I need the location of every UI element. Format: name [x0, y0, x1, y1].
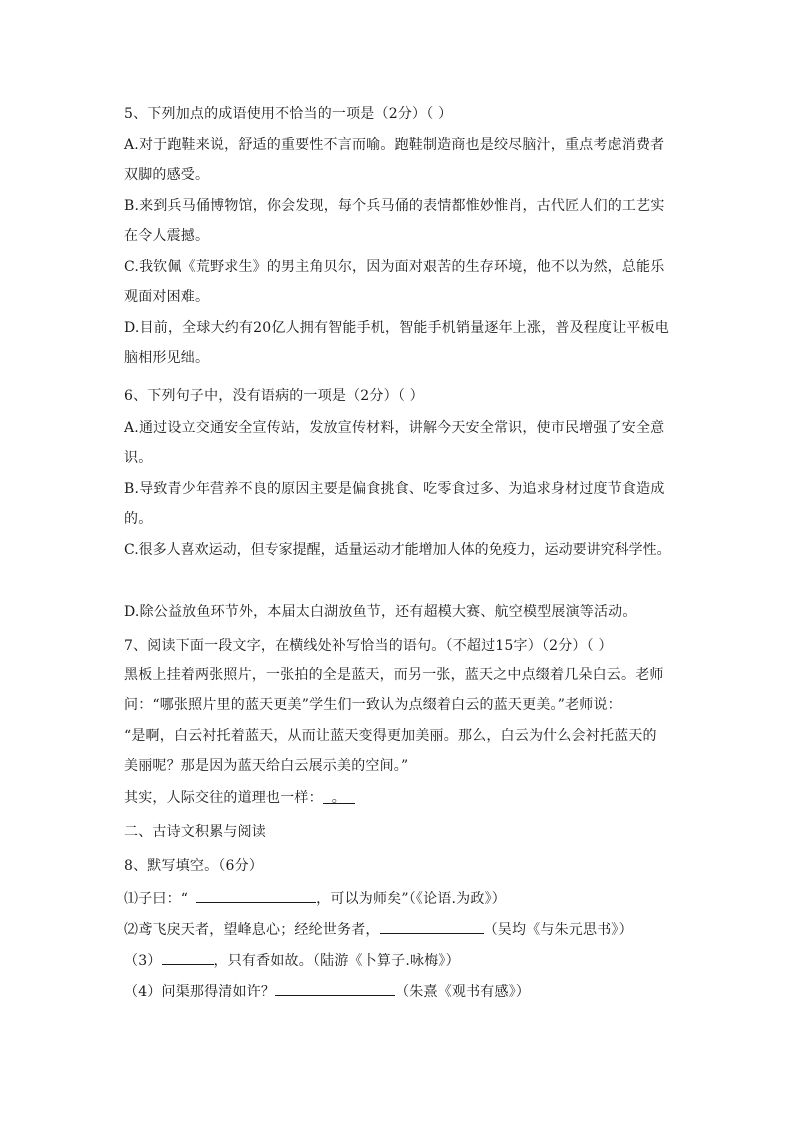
q6-option-c: C.很多人喜欢运动，但专家提醒，适量运动才能增加人体的免疫力，运动要讲究科学性。 [124, 542, 671, 558]
q6-option-d: D.除公益放鱼环节外，本届太白湖放鱼节，还有超模大赛、航空模型展演等活动。 [124, 604, 637, 620]
q5-option-d-line1: D.目前，全球大约有20亿人拥有智能手机，智能手机销量逐年上涨，普及程度让平板电 [124, 320, 669, 336]
q7-answer-prefix: 其实，人际交往的道理也一样： [124, 790, 323, 806]
q7-stem: 7、阅读下面一段文字，在横线处补写恰当的语句。（不超过15字）（2分）（ ） [124, 638, 613, 654]
q5-option-a-line1: A.对于跑鞋来说，舒适的重要性不言而喻。跑鞋制造商也是绞尽脑汁，重点考虑消费者 [124, 137, 665, 153]
q6-option-b-line2: 的。 [124, 511, 153, 527]
q8-stem: 8、默写填空。（6分） [124, 858, 264, 874]
q6-stem: 6、下列句子中，没有语病的一项是（2分）（ ） [124, 388, 424, 404]
q5-stem: 5、下列加点的成语使用不恰当的一项是（2分）（ ） [124, 106, 453, 122]
q5-option-b-line1: B.来到兵马俑博物馆，你会发现，每个兵马俑的表情都惟妙惟肖，古代匠人们的工艺实 [124, 198, 665, 214]
q7-passage-line3: “是啊，白云衬托着蓝天，从而让蓝天变得更加美丽。那么，白云为什么会衬托蓝天的 [124, 728, 657, 744]
q5-option-a-line2: 双脚的感受。 [124, 167, 210, 183]
q8-item-4 [124, 980, 530, 1000]
q8-item-2-blank[interactable] [380, 918, 484, 934]
q8-item-3 [124, 949, 460, 969]
q5-option-d-line2: 脑相形见绌。 [124, 350, 210, 366]
q8-item-4-prefix: （4）问渠那得清如许？ [124, 984, 276, 1000]
section-2-title: 二、古诗文积累与阅读 [124, 824, 266, 840]
q8-item-1-blank[interactable] [196, 887, 316, 903]
q7-answer-line [124, 788, 355, 808]
q7-passage-line1: 黑板上挂着两张照片，一张拍的全是蓝天，而另一张，蓝天之中点缀着几朵白云。老师 [124, 667, 664, 683]
q5-option-b-line2: 在令人震撼。 [124, 228, 210, 244]
q8-item-4-suffix: （朱熹《观书有感》） [395, 984, 531, 1000]
q6-option-a-line1: A.通过设立交通安全宣传站，发放宣传材料，讲解今天安全常识，使市民增强了安全意 [124, 420, 665, 436]
q7-passage-line4: 美丽呢？那是因为蓝天给白云展示美的空间。” [124, 758, 409, 774]
q8-item-3-suffix: ，只有香如故。（陆游《卜算子.咏梅》） [213, 953, 460, 969]
q8-item-1 [124, 887, 506, 907]
q6-option-b-line1: B.导致青少年营养不良的原因主要是偏食挑食、吃零食过多、为追求身材过度节食造成 [124, 481, 665, 497]
q8-item-3-blank[interactable] [162, 949, 214, 965]
q8-item-1-suffix: ，可以为师矣”（《论语.为政》） [316, 891, 506, 907]
q7-answer-blank[interactable] [323, 788, 355, 804]
q8-item-4-blank[interactable] [275, 980, 395, 996]
q7-answer-blank-text: 。 [331, 790, 346, 806]
q7-passage-line2: 问：“哪张照片里的蓝天更美”学生们一致认为点缀着白云的蓝天更美。”老师说： [124, 697, 622, 713]
q5-option-c-line2: 观面对困难。 [124, 289, 210, 305]
q8-item-2 [124, 918, 633, 938]
q8-item-3-prefix: （3） [124, 953, 162, 969]
q5-option-c-line1: C.我钦佩《荒野求生》的男主角贝尔，因为面对艰苦的生存环境，他不以为然，总能乐 [124, 259, 665, 275]
q8-item-2-prefix: ⑵鸢飞戾天者，望峰息心；经纶世务者， [124, 922, 380, 938]
q6-option-a-line2: 识。 [124, 450, 153, 466]
q8-item-2-suffix: （吴均《与朱元思书》） [483, 922, 633, 938]
q8-item-1-prefix: ⑴子曰：“ [124, 891, 189, 907]
